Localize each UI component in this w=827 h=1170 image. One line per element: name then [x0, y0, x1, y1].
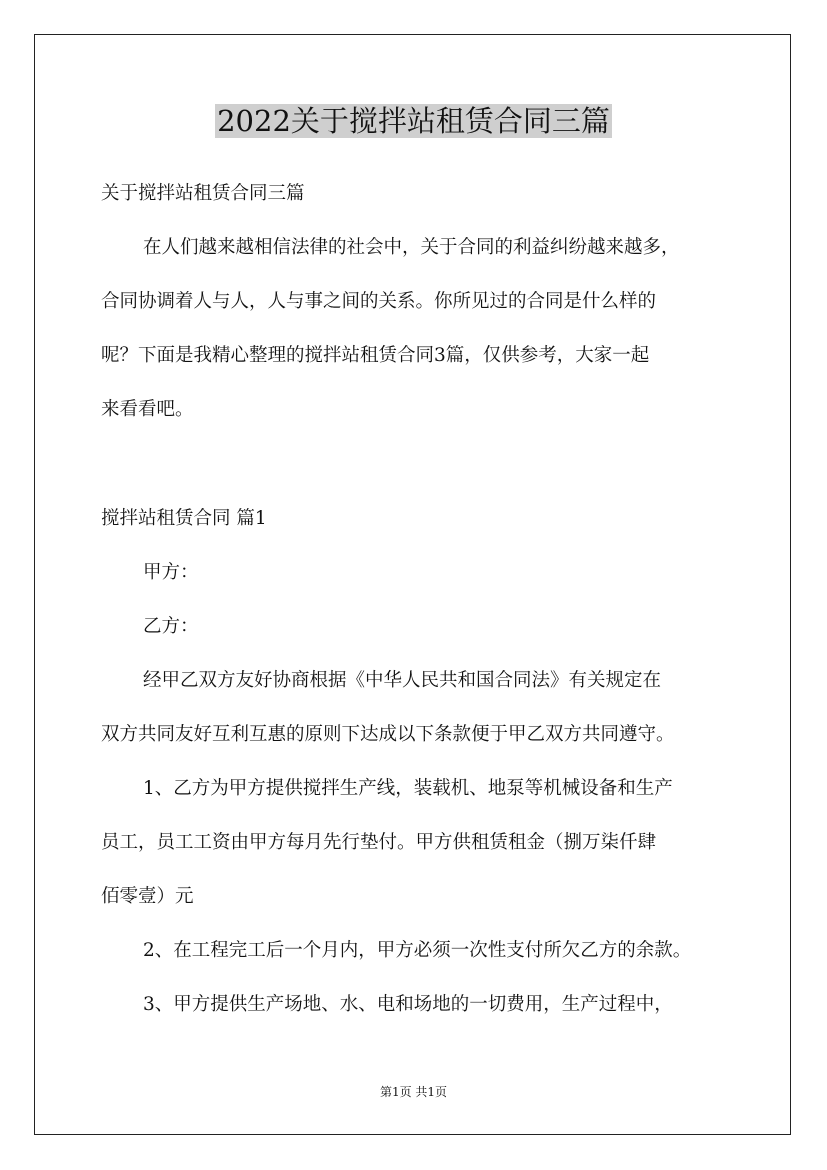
intro-line: 合同协调着人与人，人与事之间的关系。你所见过的合同是什么样的 — [101, 291, 657, 312]
page-footer: 第1页 共1页 — [379, 1085, 448, 1099]
body-line: 双方共同友好互利互惠的原则下达成以下条款便于甲乙双方共同遵守。 — [101, 724, 675, 745]
body-line: 1、乙方为甲方提供搅拌生产线，装载机、地泵等机械设备和生产 — [143, 778, 673, 799]
intro-line: 呢？下面是我精心整理的搅拌站租赁合同3篇，仅供参考，大家一起 — [101, 345, 650, 366]
body-line: 2、在工程完工后一个月内，甲方必须一次性支付所欠乙方的余款。 — [143, 940, 692, 961]
party-a-label: 甲方： — [143, 562, 199, 583]
body-line: 3、甲方提供生产场地、水、电和场地的一切费用，生产过程中， — [143, 994, 673, 1015]
body-line: 员工，员工工资由甲方每月先行垫付。甲方供租赁租金（捌万柒仟肆 — [101, 832, 657, 853]
body-line: 佰零壹）元 — [101, 886, 194, 907]
body-line: 经甲乙双方友好协商根据《中华人民共和国合同法》有关规定在 — [143, 670, 662, 691]
intro-line: 在人们越来越相信法律的社会中，关于合同的利益纠纷越来越多， — [143, 237, 680, 258]
document-title — [0, 98, 827, 144]
intro-line: 来看看吧。 — [101, 399, 194, 420]
subtitle: 关于搅拌站租赁合同三篇 — [101, 183, 305, 204]
document-title-text: 2022关于搅拌站租赁合同三篇 — [217, 104, 610, 138]
party-b-label: 乙方： — [143, 616, 199, 637]
section-heading: 搅拌站租赁合同 篇1 — [101, 508, 267, 529]
